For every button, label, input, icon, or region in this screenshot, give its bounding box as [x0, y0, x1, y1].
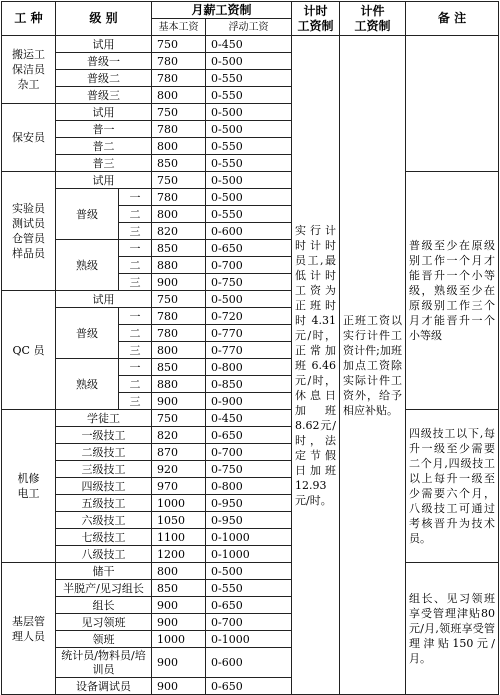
level-cell: 普一 [56, 121, 152, 138]
base-wage-cell: 800 [152, 138, 206, 155]
base-wage-cell: 780 [152, 121, 206, 138]
base-wage-cell: 780 [152, 53, 206, 70]
float-wage-cell: 0-450 [206, 410, 292, 427]
float-wage-cell: 0-550 [206, 70, 292, 87]
base-wage-cell: 970 [152, 478, 206, 495]
level-cell: 七级技工 [56, 529, 152, 546]
float-wage-cell: 0-650 [206, 240, 292, 257]
level-cell: 半脱产/见习组长 [56, 580, 152, 597]
base-wage-cell: 900 [152, 393, 206, 410]
float-wage-cell: 0-600 [206, 223, 292, 240]
remarks-mech: 四级技工以下,每升一级至少需要二个月,四级技工以上每升一级至少需要六个月，八级技工可通过考核晋升为技术员。 [406, 410, 499, 563]
remarks-mgr: 组长、见习领班享受管理津贴80元/月,领班享受管理津贴150元/月。 [406, 563, 499, 695]
sub-qc-ordinary: 普级 [56, 308, 119, 359]
header-level: 级 别 [56, 2, 152, 36]
level-cell: 试用 [56, 36, 152, 53]
float-wage-cell: 0-700 [206, 614, 292, 631]
base-wage-cell: 780 [152, 308, 206, 325]
level-cell: 二 [119, 257, 152, 274]
level-cell: 试用 [56, 291, 152, 308]
base-wage-cell: 1100 [152, 529, 206, 546]
base-wage-cell: 800 [152, 563, 206, 580]
wage-table [1, 1, 499, 695]
level-cell: 统计员/物料员/培训员 [56, 648, 152, 678]
base-wage-cell: 1000 [152, 495, 206, 512]
group-lab: 实验员 测试员 仓管员 样品员 [2, 172, 56, 291]
base-wage-cell: 780 [152, 325, 206, 342]
sub-skilled: 熟级 [56, 240, 119, 291]
base-wage-cell: 750 [152, 36, 206, 53]
level-cell: 普三 [56, 155, 152, 172]
level-cell: 四级技工 [56, 478, 152, 495]
float-wage-cell: 0-550 [206, 580, 292, 597]
base-wage-cell: 780 [152, 70, 206, 87]
float-wage-cell: 0-500 [206, 189, 292, 206]
float-wage-cell: 0-450 [206, 36, 292, 53]
float-wage-cell: 0-750 [206, 274, 292, 291]
level-cell: 储干 [56, 563, 152, 580]
level-cell: 二 [119, 325, 152, 342]
level-cell: 一 [119, 240, 152, 257]
base-wage-cell: 750 [152, 410, 206, 427]
float-wage-cell: 0-650 [206, 597, 292, 614]
group-mech: 机修 电工 [2, 410, 56, 563]
level-cell: 一 [119, 359, 152, 376]
base-wage-cell: 900 [152, 678, 206, 695]
level-cell: 一 [119, 189, 152, 206]
base-wage-cell: 900 [152, 614, 206, 631]
level-cell: 五级技工 [56, 495, 152, 512]
float-wage-cell: 0-550 [206, 87, 292, 104]
timewage-note: 实行计时计时员工,最低计时工资为正班时时4.31元/时，正常加班6.46元/时，休息日加班8.62元/时，法定节假日加班12.93元/时。 [292, 36, 340, 695]
base-wage-cell: 870 [152, 444, 206, 461]
float-wage-cell: 0-770 [206, 342, 292, 359]
base-wage-cell: 820 [152, 223, 206, 240]
float-wage-cell: 0-800 [206, 478, 292, 495]
base-wage-cell: 880 [152, 376, 206, 393]
base-wage-cell: 750 [152, 104, 206, 121]
level-cell: 二级技工 [56, 444, 152, 461]
float-wage-cell: 0-550 [206, 206, 292, 223]
float-wage-cell: 0-750 [206, 461, 292, 478]
float-wage-cell: 0-550 [206, 138, 292, 155]
sub-qc-skilled: 熟级 [56, 359, 119, 410]
group-guard: 保安员 [2, 104, 56, 172]
float-wage-cell: 0-900 [206, 393, 292, 410]
base-wage-cell: 850 [152, 240, 206, 257]
level-cell: 组长 [56, 597, 152, 614]
table-row [2, 410, 499, 427]
float-wage-cell: 0-700 [206, 444, 292, 461]
float-wage-cell: 0-800 [206, 359, 292, 376]
header-monthly: 月薪工资制 [152, 2, 292, 19]
header-base: 基本工资 [152, 19, 206, 36]
base-wage-cell: 920 [152, 461, 206, 478]
base-wage-cell: 750 [152, 172, 206, 189]
header-piecewage: 计件 工资制 [340, 2, 406, 36]
base-wage-cell: 780 [152, 189, 206, 206]
base-wage-cell: 850 [152, 359, 206, 376]
float-wage-cell: 0-500 [206, 53, 292, 70]
level-cell: 普级二 [56, 70, 152, 87]
level-cell: 试用 [56, 172, 152, 189]
float-wage-cell: 0-1000 [206, 546, 292, 563]
remarks-empty-1 [406, 36, 499, 172]
level-cell: 试用 [56, 104, 152, 121]
float-wage-cell: 0-1000 [206, 631, 292, 648]
base-wage-cell: 900 [152, 648, 206, 678]
level-cell: 八级技工 [56, 546, 152, 563]
level-cell: 三级技工 [56, 461, 152, 478]
float-wage-cell: 0-500 [206, 172, 292, 189]
base-wage-cell: 820 [152, 427, 206, 444]
header-remarks: 备 注 [406, 2, 499, 36]
float-wage-cell: 0-770 [206, 325, 292, 342]
remarks-lab: 普级至少在原级别工作一个月才能晋升一个小等级，熟级至少在原级别工作三个月才能晋升一个小等级 [406, 172, 499, 410]
float-wage-cell: 0-850 [206, 376, 292, 393]
level-cell: 一级技工 [56, 427, 152, 444]
base-wage-cell: 800 [152, 342, 206, 359]
float-wage-cell: 0-500 [206, 121, 292, 138]
float-wage-cell: 0-500 [206, 104, 292, 121]
base-wage-cell: 800 [152, 206, 206, 223]
base-wage-cell: 900 [152, 274, 206, 291]
level-cell: 学徒工 [56, 410, 152, 427]
header-timewage: 计时 工资制 [292, 2, 340, 36]
base-wage-cell: 800 [152, 87, 206, 104]
level-cell: 设备调试员 [56, 678, 152, 695]
float-wage-cell: 0-550 [206, 155, 292, 172]
float-wage-cell: 0-500 [206, 563, 292, 580]
group-porter: 搬运工 保洁员 杂工 [2, 36, 56, 104]
table-row [2, 563, 499, 580]
level-cell: 普级一 [56, 53, 152, 70]
table-row [2, 172, 499, 189]
base-wage-cell: 750 [152, 291, 206, 308]
level-cell: 三 [119, 393, 152, 410]
level-cell: 三 [119, 274, 152, 291]
float-wage-cell: 0-500 [206, 291, 292, 308]
level-cell: 六级技工 [56, 512, 152, 529]
level-cell: 二 [119, 206, 152, 223]
level-cell: 见习领班 [56, 614, 152, 631]
table-row [2, 36, 499, 53]
level-cell: 普二 [56, 138, 152, 155]
level-cell: 一 [119, 308, 152, 325]
base-wage-cell: 1000 [152, 631, 206, 648]
piecewage-note: 正班工资以实行计件工资计件;加班加点工资除实际计件工资外，给予相应补贴。 [340, 36, 406, 695]
base-wage-cell: 880 [152, 257, 206, 274]
float-wage-cell: 0-700 [206, 257, 292, 274]
level-cell: 领班 [56, 631, 152, 648]
level-cell: 三 [119, 223, 152, 240]
float-wage-cell: 0-720 [206, 308, 292, 325]
level-cell: 二 [119, 376, 152, 393]
base-wage-cell: 850 [152, 155, 206, 172]
base-wage-cell: 900 [152, 597, 206, 614]
sub-ordinary: 普级 [56, 189, 119, 240]
float-wage-cell: 0-950 [206, 495, 292, 512]
level-cell: 普级三 [56, 87, 152, 104]
float-wage-cell: 0-950 [206, 512, 292, 529]
level-cell: 三 [119, 342, 152, 359]
header-float: 浮动工资 [206, 19, 292, 36]
base-wage-cell: 850 [152, 580, 206, 597]
base-wage-cell: 1050 [152, 512, 206, 529]
header-category: 工 种 [2, 2, 56, 36]
base-wage-cell: 1200 [152, 546, 206, 563]
float-wage-cell: 0-1000 [206, 529, 292, 546]
float-wage-cell: 0-600 [206, 648, 292, 678]
float-wage-cell: 0-650 [206, 678, 292, 695]
float-wage-cell: 0-650 [206, 427, 292, 444]
group-mgr: 基层管 理人员 [2, 563, 56, 695]
group-qc: QC 员 [2, 291, 56, 410]
